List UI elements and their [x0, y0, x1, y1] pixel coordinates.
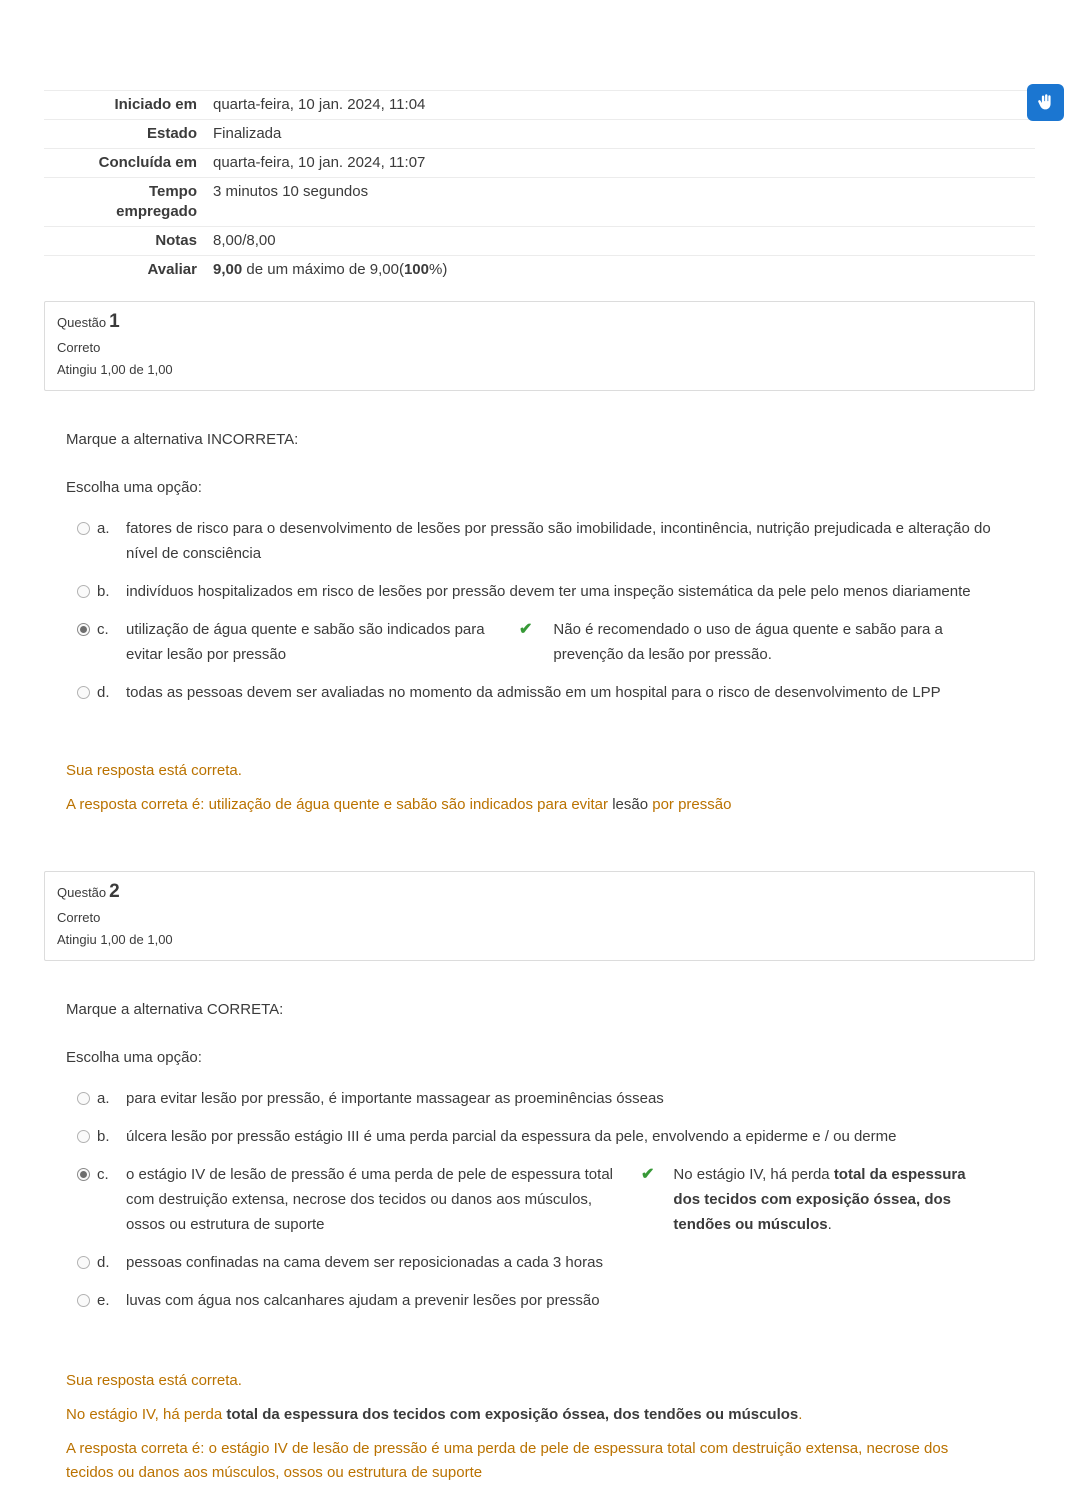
choose-option-label: Escolha uma opção:: [66, 1049, 202, 1066]
option-feedback-bold: total da espessura dos tecidos com exposição óssea, dos tendões ou músculos: [673, 1166, 966, 1233]
options-list: [66, 1086, 1035, 1313]
accessibility-button[interactable]: [1027, 84, 1064, 121]
option-letter: a.: [97, 520, 110, 537]
option-a[interactable]: [66, 1086, 1035, 1111]
summary-value: quarta-feira, 10 jan. 2024, 11:04: [213, 96, 426, 113]
answer-prefix: A resposta correta é: utilização de água quente e sabão são indicados para evitar: [66, 796, 613, 813]
summary-row-completed: [44, 148, 1035, 177]
radio-option-d[interactable]: [77, 1256, 90, 1269]
option-a[interactable]: [66, 516, 1035, 566]
summary-value: Finalizada: [213, 125, 282, 142]
option-text: indivíduos hospitalizados em risco de lesões por pressão devem ter uma inspeção sistemática da pele pelo menos diariamente: [126, 583, 971, 600]
option-letter: c.: [97, 621, 109, 638]
question-block-1: [44, 301, 1035, 817]
summary-grade-value: [213, 260, 447, 280]
correct-check-icon: ✔: [519, 621, 533, 638]
correct-check-icon: ✔: [641, 1166, 655, 1183]
question-prompt: Marque a alternativa INCORRETA:: [66, 431, 299, 448]
option-text: todas as pessoas devem ser avaliadas no momento da admissão em um hospital para o risco de desenvolvimento de LPP: [126, 684, 941, 701]
summary-value: 3 minutos 10 segundos: [213, 183, 369, 200]
question-points: Atingiu 1,00 de 1,00: [57, 362, 173, 377]
hand-icon: [1035, 92, 1057, 114]
summary-label: Estado: [146, 125, 197, 142]
option-letter: b.: [97, 1128, 110, 1145]
question-points: Atingiu 1,00 de 1,00: [57, 932, 173, 947]
note-prefix: No estágio IV, há perda: [66, 1406, 227, 1423]
result-text: Sua resposta está correta.: [66, 1372, 242, 1389]
option-letter: e.: [97, 1292, 110, 1309]
note-bold: total da espessura dos tecidos com exposição óssea, dos tendões ou músculos: [226, 1406, 799, 1423]
option-feedback-prefix: No estágio IV, há perda: [673, 1166, 834, 1183]
question-status: Correto: [57, 910, 101, 925]
question-feedback: [66, 1369, 1035, 1485]
option-e[interactable]: [66, 1288, 1035, 1313]
grade-suffix: %): [428, 261, 448, 278]
option-letter: c.: [97, 1166, 109, 1183]
option-letter: d.: [97, 1254, 110, 1271]
question-prompt: Marque a alternativa CORRETA:: [66, 1001, 284, 1018]
summary-value: quarta-feira, 10 jan. 2024, 11:07: [213, 154, 426, 171]
correct-answer-text: [66, 793, 991, 817]
radio-option-c-selected[interactable]: [77, 623, 90, 636]
choose-option-label: Escolha uma opção:: [66, 479, 202, 496]
radio-option-d[interactable]: [77, 686, 90, 699]
grade-score: 9,00: [213, 261, 243, 278]
option-feedback: Não é recomendado o uso de água quente e sabão para a prevenção da lesão por pressão.: [553, 621, 943, 663]
option-text: luvas com água nos calcanhares ajudam a prevenir lesões por pressão: [126, 1292, 600, 1309]
grade-text: de um máximo de 9,00(: [242, 261, 404, 278]
summary-row-grade: [44, 255, 1035, 284]
note-suffix: .: [798, 1406, 803, 1423]
option-c-selected[interactable]: [66, 1162, 1035, 1237]
option-b[interactable]: [66, 579, 1035, 604]
radio-option-b[interactable]: [77, 585, 90, 598]
question-block-2: [44, 871, 1035, 1485]
answer-suffix: por pressão: [648, 796, 732, 813]
radio-option-a[interactable]: [77, 522, 90, 535]
options-list: [66, 516, 1035, 705]
option-text: o estágio IV de lesão de pressão é uma perda de pele de espessura total com destruição extensa, necrose dos tecidos ou danos aos músculos, ossos ou estrutura de suporte: [126, 1166, 613, 1233]
option-d[interactable]: [66, 1250, 1035, 1275]
radio-option-b[interactable]: [77, 1130, 90, 1143]
option-b[interactable]: [66, 1124, 1035, 1149]
summary-row-started: [44, 90, 1035, 119]
question-number-value: 2: [109, 881, 120, 902]
quiz-summary-table: [44, 0, 1035, 284]
option-c-selected[interactable]: [66, 617, 1035, 667]
question-number: [57, 881, 1022, 903]
radio-option-a[interactable]: [77, 1092, 90, 1105]
question-feedback: [66, 759, 1035, 817]
result-text: Sua resposta está correta.: [66, 762, 242, 779]
question-number-label: Questão: [57, 315, 107, 330]
option-feedback: [673, 1162, 988, 1237]
summary-row-marks: [44, 226, 1035, 255]
grade-percent: 100: [403, 261, 429, 278]
question-info-box: [44, 871, 1035, 961]
summary-row-state: [44, 119, 1035, 148]
summary-label: Iniciado em: [114, 96, 197, 113]
summary-label: Concluída em: [98, 154, 197, 171]
summary-label: Avaliar: [147, 261, 197, 278]
radio-option-e[interactable]: [77, 1294, 90, 1307]
option-text: úlcera lesão por pressão estágio III é uma perda parcial da espessura da pele, envolvendo a epiderme e / ou derme: [126, 1128, 897, 1145]
question-number-label: Questão: [57, 885, 107, 900]
option-d[interactable]: [66, 680, 1035, 705]
question-number-value: 1: [109, 311, 120, 332]
option-letter: a.: [97, 1090, 110, 1107]
option-text: fatores de risco para o desenvolvimento de lesões por pressão são imobilidade, incontinência, nutrição prejudicada e alteração do nível de consciência: [126, 520, 991, 562]
summary-row-time-taken: [44, 177, 1035, 226]
option-text: para evitar lesão por pressão, é importante massagear as proeminências ósseas: [126, 1090, 664, 1107]
summary-value: 8,00/8,00: [213, 232, 276, 249]
question-info-box: [44, 301, 1035, 391]
option-feedback-suffix: .: [827, 1216, 832, 1233]
question-status: Correto: [57, 340, 101, 355]
summary-label: Notas: [155, 232, 197, 249]
feedback-note: [66, 1403, 991, 1427]
radio-option-c-selected[interactable]: [77, 1168, 90, 1181]
option-text: utilização de água quente e sabão são indicados para evitar lesão por pressão: [126, 621, 485, 663]
option-letter: d.: [97, 684, 110, 701]
option-letter: b.: [97, 583, 110, 600]
question-number: [57, 311, 1022, 333]
option-text: pessoas confinadas na cama devem ser reposicionadas a cada 3 horas: [126, 1254, 603, 1271]
answer-highlight: lesão: [612, 796, 649, 813]
correct-answer-text: A resposta correta é: o estágio IV de lesão de pressão é uma perda de pele de espessura total com destruição extensa, necrose dos tecidos ou danos aos músculos, ossos ou estrutura de suporte: [66, 1440, 949, 1481]
summary-label: Tempo empregado: [116, 183, 197, 220]
